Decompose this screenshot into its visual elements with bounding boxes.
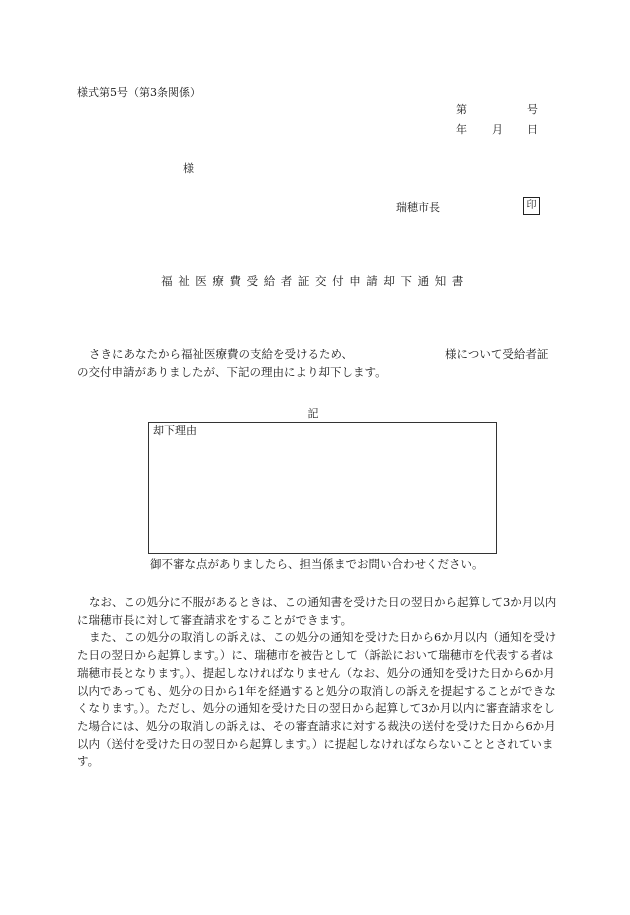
body-text-before-blank: さきにあなたから福祉医療費の支給を受けるため、 [89,347,354,361]
sender-name: 瑞穂市長 [396,201,440,214]
appeal-notice-paragraph-1: なお、この処分に不服があるときは、この通知書を受けた日の翌日から起算して3か月以内に瑞穂市長に対して審査請求をすることができます。 [77,595,557,627]
rejection-reason-label: 却下理由 [153,424,197,437]
ki-heading: 記 [307,407,319,420]
date-day-label: 日 [527,123,538,136]
contact-note: 御不審な点がありましたら、担当係までお問い合わせください。 [150,557,484,571]
seal-mark: 印 [523,197,540,215]
document-number-prefix: 第 [456,103,467,116]
body-text-after-blank: 様について受給者証の交付申請がありましたが、下記の理由により却下します。 [77,347,549,379]
form-number-label: 様式第5号（第3条関係） [77,86,201,99]
date-year-label: 年 [456,123,467,136]
appeal-notice [77,594,557,771]
date-month-label: 月 [492,123,503,136]
rejection-reason-box [148,422,497,554]
document-title: 福祉医療費受給者証交付申請却下通知書 [161,274,469,288]
body-paragraph [77,345,553,381]
addressee-honorific: 様 [183,162,194,175]
appeal-notice-paragraph-2: また、この処分の取消しの訴えは、この処分の通知を受けた日から6か月以内（通知を受けた日の翌日から起算します。）に、瑞穂市を被告として（訴訟において瑞穂市を代表する者は瑞穂市長となります。）、提起しなければなりません（なお、処分の通知を受けた日から6か月以内であっても、処分の日から1年を経過すると処分の取消しの訴えを提起することができなくなります。）。ただし、処分の通知を受けた日の翌日から起算して3か月以内に審査請求をした場合には、処分の取消しの訴えは、その審査請求に対する裁決の送付を受けた日から6か月以内（送付を受けた日の翌日から起算します。）に提起しなければならないこととされています。 [77,630,557,769]
document-number-suffix: 号 [527,103,538,116]
